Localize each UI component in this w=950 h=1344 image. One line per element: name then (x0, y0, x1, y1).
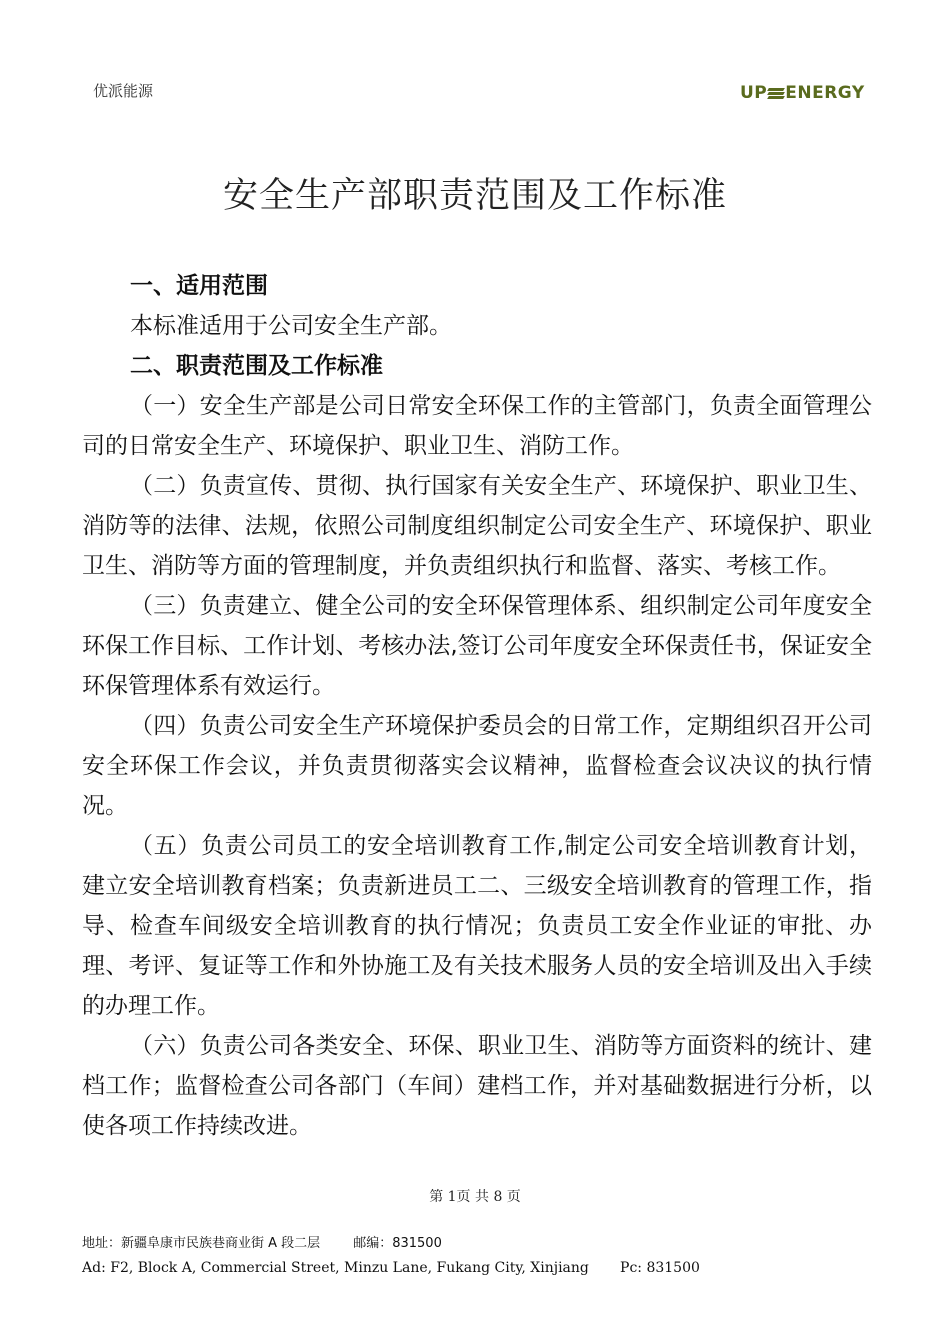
logo-slash-icon (768, 86, 784, 100)
duty-item: （五）负责公司员工的安全培训教育工作,制定公司安全培训教育计划，建立安全培训教育档案；负责新进员工二、三级安全培训教育的管理工作，指导、检查车间级安全培训教育的执行情况；负责员工安全作业证的审批、办理、考评、复证等工作和外协施工及有关技术服务人员的安全培训及出入手续的办理工作。 (82, 833, 872, 1019)
document-title: 安全生产部职责范围及工作标准 (222, 176, 727, 216)
duty-item: （四）负责公司安全生产环境保护委员会的日常工作，定期组织召开公司安全环保工作会议，并负责贯彻落实会议精神，监督检查会议决议的执行情况。 (82, 713, 872, 819)
duty-item: （三）负责建立、健全公司的安全环保管理体系、组织制定公司年度安全环保工作目标、工作计划、考核办法,签订公司年度安全环保责任书，保证安全环保管理体系有效运行。 (82, 593, 872, 699)
logo-text-energy: ENERGY (785, 83, 865, 103)
footer-address-cn: 地址：新疆阜康市民族巷商业街 A 段二层 邮编：831500 (82, 1236, 442, 1251)
duty-item: （一）安全生产部是公司日常安全环保工作的主管部门，负责全面管理公司的日常安全生产、环境保护、职业卫生、消防工作。 (82, 393, 872, 459)
footer-address-en: Ad: F2, Block A, Commercial Street, Minzu Lane, Fukang City, Xinjiang Pc: 831500 (82, 1260, 700, 1276)
document-body (82, 266, 872, 1146)
company-logo (740, 82, 865, 104)
header-company-name: 优派能源 (93, 82, 154, 100)
logo-text-up: UP (740, 83, 768, 103)
page-number: 第 1页 共 8 页 (429, 1189, 521, 1205)
duty-item: （二）负责宣传、贯彻、执行国家有关安全生产、环境保护、职业卫生、消防等的法律、法规，依照公司制度组织制定公司安全生产、环境保护、职业卫生、消防等方面的管理制度，并负责组织执行和监督、落实、考核工作。 (82, 473, 872, 579)
section-text-scope: 本标准适用于公司安全生产部。 (130, 313, 452, 339)
duty-item: （六）负责公司各类安全、环保、职业卫生、消防等方面资料的统计、建档工作；监督检查公司各部门（车间）建档工作，并对基础数据进行分析，以使各项工作持续改进。 (82, 1033, 872, 1139)
section-heading-scope: 一、适用范围 (130, 273, 268, 299)
section-heading-duties: 二、职责范围及工作标准 (130, 353, 383, 379)
